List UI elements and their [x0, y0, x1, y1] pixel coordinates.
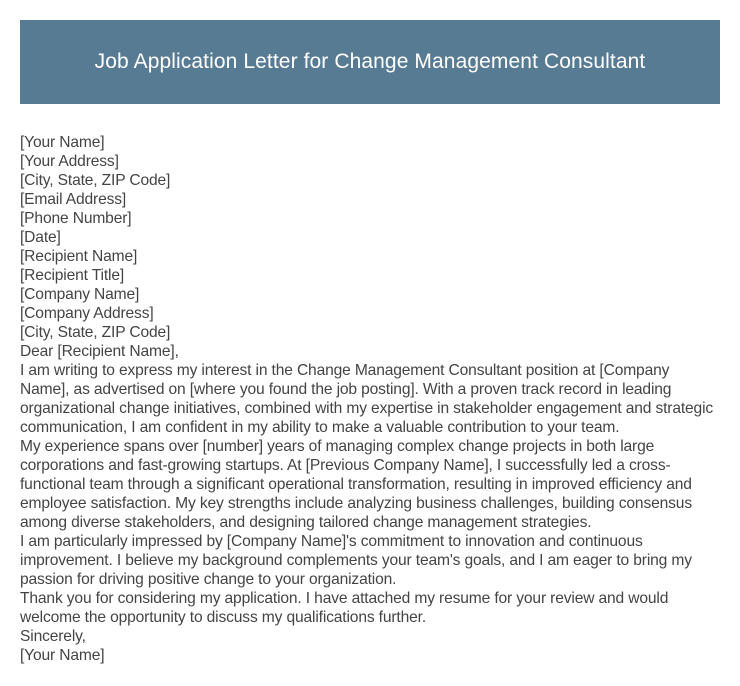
recipient-name: [Recipient Name]: [20, 248, 138, 265]
sender-city-state-zip: [City, State, ZIP Code]: [20, 172, 171, 189]
letter-body: [20, 133, 722, 665]
salutation: Dear [Recipient Name],: [20, 343, 179, 360]
recipient-company: [Company Name]: [20, 286, 140, 303]
paragraph-intro: I am writing to express my interest in the Change Management Consultant position at [Company Name], as advertised on [where you found the job posting]. With a proven track record in leading organizational change initiatives, combined with my expertise in stakeholder engagement and strategic communication, I am confident in my ability to make a valuable contribution to your team.: [20, 362, 714, 436]
recipient-company-address: [Company Address]: [20, 305, 154, 322]
closing: Sincerely,: [20, 628, 86, 645]
page-title: Job Application Letter for Change Management Consultant: [94, 50, 646, 73]
page-header: [20, 20, 720, 104]
recipient-title: [Recipient Title]: [20, 267, 125, 284]
sender-address: [Your Address]: [20, 153, 119, 170]
letter-date: [Date]: [20, 229, 61, 246]
paragraph-company-interest: I am particularly impressed by [Company Name]'s commitment to innovation and continuous improvement. I believe my background complements your team's goals, and I am eager to bring my passion for driving positive change to your organization.: [20, 533, 692, 588]
signature: [Your Name]: [20, 647, 105, 664]
recipient-city-state-zip: [City, State, ZIP Code]: [20, 324, 171, 341]
paragraph-experience: My experience spans over [number] years of managing complex change projects in both large corporations and fast-growing startups. At [Previous Company Name], I successfully led a cross-functional team through a significant operational transformation, resulting in improved efficiency and employee satisfaction. My key strengths include analyzing business challenges, building consensus among diverse stakeholders, and designing tailored change management strategies.: [20, 438, 692, 531]
sender-phone: [Phone Number]: [20, 210, 132, 227]
paragraph-closing: Thank you for considering my application. I have attached my resume for your review and would welcome the opportunity to discuss my qualifications further.: [20, 590, 669, 626]
sender-name: [Your Name]: [20, 134, 105, 151]
sender-email: [Email Address]: [20, 191, 127, 208]
